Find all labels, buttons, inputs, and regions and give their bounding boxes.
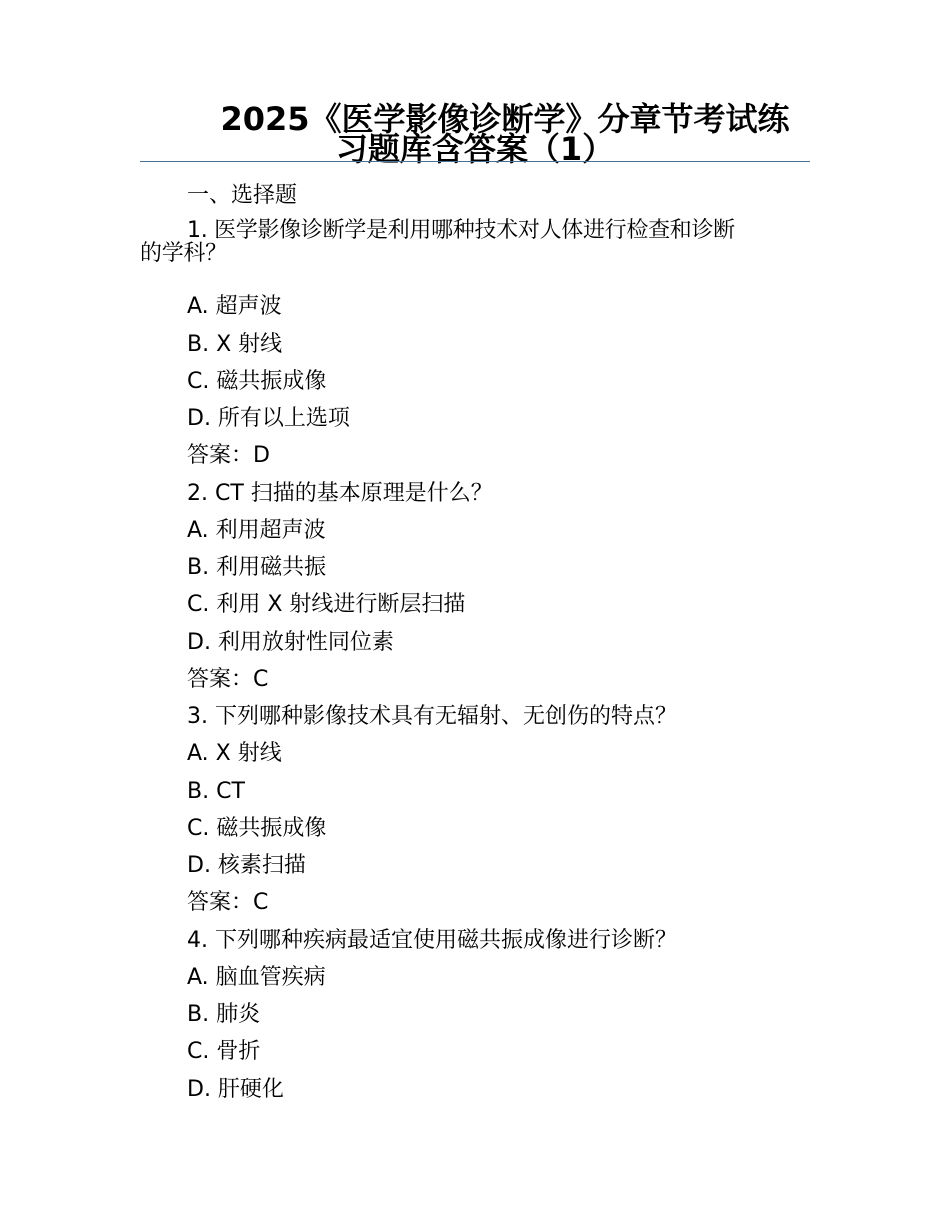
question-list [140,177,812,1108]
question-1-option-c: C. 磁共振成像 [187,368,327,394]
section-heading: 一、选择题 [187,183,298,208]
document-title [140,100,810,168]
question-1-option-d: D. 所有以上选项 [187,406,350,431]
question-2-option-a: A. 利用超声波 [187,517,326,543]
title-line-1: 2025《医学影像诊断学》分章节考试练 [220,100,790,138]
question-2-option-d: D. 利用放射性同位素 [187,629,394,655]
title-underline [140,161,810,162]
question-4-option-c: C. 骨折 [187,1039,261,1065]
question-4-option-a: A. 脑血管疾病 [187,964,326,990]
title-line-2: 习题库含答案（1） [335,130,615,168]
question-4-text: 4. 下列哪种疾病最适宜使用磁共振成像进行诊断？ [187,927,677,953]
question-3-text: 3. 下列哪种影像技术具有无辐射、无创伤的特点？ [187,704,677,729]
question-2-answer: 答案：C [187,666,269,692]
question-1-text [140,214,812,288]
question-3-answer: 答案：C [187,890,269,916]
question-1-line-1: 1. 医学影像诊断学是利用哪种技术对人体进行检查和诊断 [187,218,735,244]
question-2-text: 2. CT 扫描的基本原理是什么？ [187,480,493,506]
question-3-option-a: A. X 射线 [187,741,282,767]
question-3-option-d: D. 核素扫描 [187,853,306,878]
question-3-option-b: B. CT [187,778,245,804]
question-3-option-c: C. 磁共振成像 [187,815,327,841]
question-2-option-c: C. 利用 X 射线进行断层扫描 [187,592,466,618]
question-1-option-b: B. X 射线 [187,331,283,357]
question-4-option-b: B. 肺炎 [187,1002,261,1027]
question-2-option-b: B. 利用磁共振 [187,555,327,580]
question-1-answer: 答案：D [187,443,270,469]
question-1-option-a: A. 超声波 [187,294,282,320]
question-1-line-2: 的学科？ [140,241,227,267]
question-4-option-d: D. 肝硬化 [187,1076,284,1102]
